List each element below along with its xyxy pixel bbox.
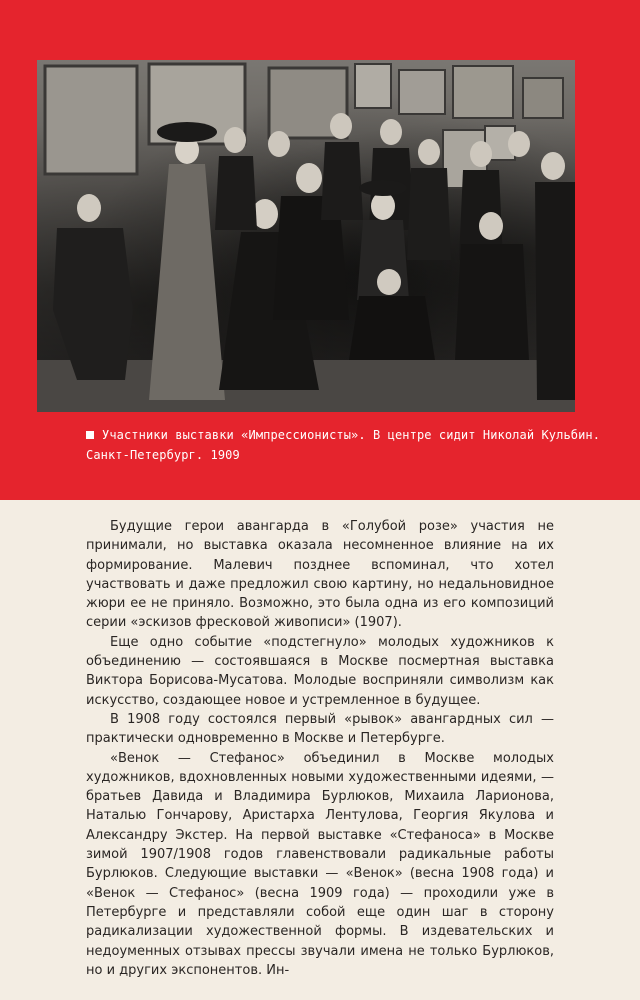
article-paragraph-1: Будущие герои авангарда в «Голубой розе» участия не принимали, но выставка оказала несомненное влияние на их формирование. Малевич позднее вспоминал, что хотел участвовать и даже предложил свою картину, но недальновидное жюри ее не приняло. Возможно, это была одна из его композиций серии «эскизов фресковой живописи» (1907). xyxy=(86,519,554,631)
photo-caption xyxy=(86,425,606,465)
caption-text: Участники выставки «Импрессионисты». В центре сидит Николай Кульбин. Санкт-Петербург. 1909 xyxy=(86,428,601,462)
article-paragraph-3: В 1908 году состоялся первый «рывок» авангардных сил — практически одновременно в Москве и Петербурге. xyxy=(86,711,554,747)
article-paragraph-2: Еще одно событие «подстегнуло» молодых художников к объединению — состоявшаяся в Москве посмертная выставка Виктора Борисова-Мусатова. Молодые восприняли символизм как искусство, создающее новое и устремленное в будущее. xyxy=(86,634,554,708)
photo-illustration xyxy=(37,60,575,412)
caption-square-marker-icon xyxy=(86,431,94,439)
group-photograph xyxy=(37,60,575,412)
article-paragraph-4: «Венок — Стефанос» объединил в Москве молодых художников, вдохновленных новыми художественными идеями, — братьев Давида и Владимира Бурлюков, Михаила Ларионова, Наталью Гончарову, Аристарха Лентулова, Георгия Якулова и Александру Экстер. На первой выставке «Стефаноса» в Москве зимой 1907/1908 годов главенствовали радикальные работы Бурлюков. Следующие выставки — «Венок» (весна 1908 года) и «Венок — Стефанос» (весна 1909 года) — проходили уже в Петербурге и представляли собой еще один шаг в сторону радикализации художественной формы. В издевательских и недоуменных отзывах прессы звучали имена не только Бурлюков, но и других экспонентов. Ин- xyxy=(86,750,554,978)
article-body xyxy=(86,517,554,980)
